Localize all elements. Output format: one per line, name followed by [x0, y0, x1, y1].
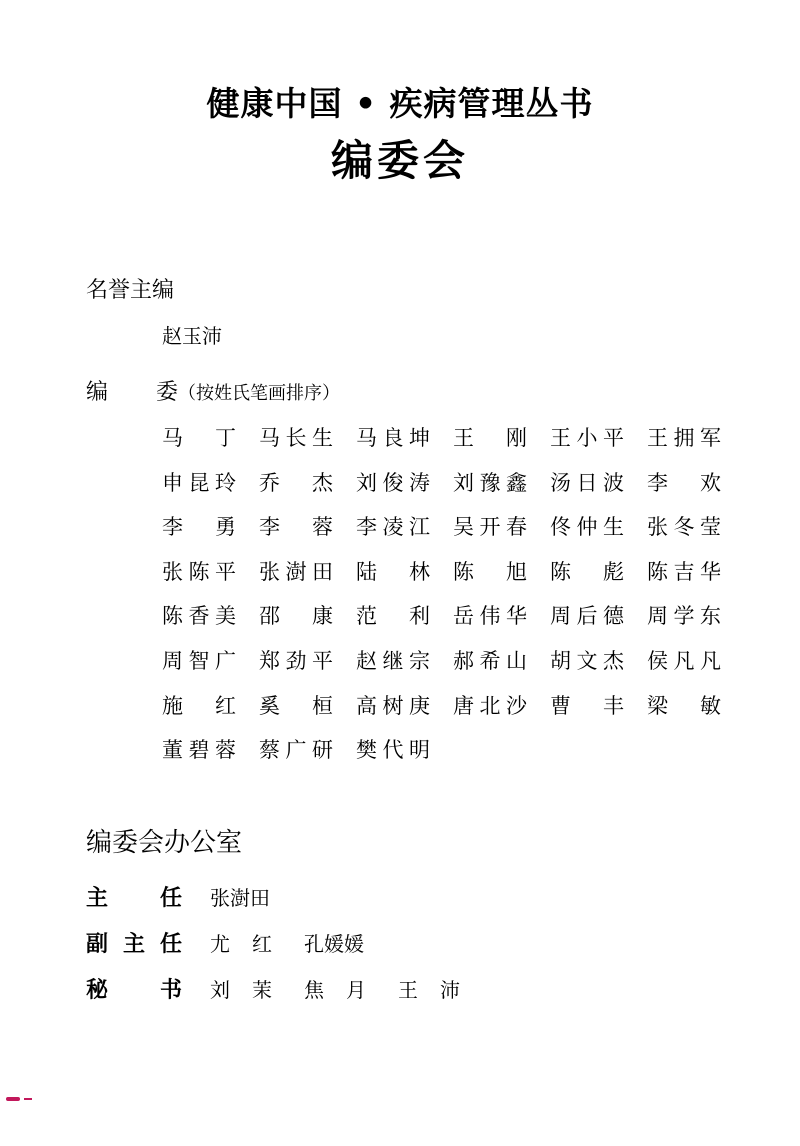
member-name: 奚 桓 [259, 693, 333, 718]
member-name: 马 长 生 [259, 426, 333, 450]
member-name: 李 蓉 [259, 515, 333, 540]
member-name: 周 学 东 [647, 604, 721, 629]
member-name: 董 碧 蓉 [162, 738, 236, 763]
member-name: 王 刚 [453, 426, 527, 450]
member-name: 赵 继 宗 [356, 648, 430, 673]
member-name: 张 冬 莹 [647, 515, 721, 540]
series-title: 健康中国 • 疾病管理丛书 [206, 84, 594, 123]
member-name: 蔡 广 研 [259, 738, 333, 763]
office-role-label: 副 主 任 [86, 931, 182, 957]
member-name: 马 良 坤 [356, 426, 430, 450]
member-name: 吴 开 春 [453, 515, 527, 540]
member-name: 唐 北 沙 [453, 693, 527, 718]
member-name: 陈 彪 [550, 559, 624, 584]
member-name: 陆 林 [356, 559, 430, 584]
member-name: 岳 伟 华 [453, 604, 527, 629]
member-name: 郑 劲 平 [259, 648, 333, 673]
members-sort-note: （按姓氏笔画排序） [178, 383, 341, 404]
member-name: 张 陈 平 [162, 559, 236, 584]
member-name: 汤 日 波 [550, 470, 624, 495]
members-list [162, 422, 732, 779]
member-name: 王 小 平 [550, 426, 624, 450]
member-name: 范 利 [356, 604, 430, 629]
office-role-label: 主 任 [86, 885, 182, 911]
office-role-names [210, 882, 302, 911]
office-person-name: 尤 红 [210, 931, 272, 956]
honorary-editor-heading: 名誉主编 [86, 278, 175, 303]
member-name: 马 丁 [162, 426, 236, 450]
member-name: 乔 杰 [259, 470, 333, 495]
member-name: 刘 豫 鑫 [453, 470, 527, 495]
member-name: 侯 凡 凡 [647, 648, 721, 673]
member-name: 曹 丰 [550, 693, 624, 718]
office-role-label: 秘 书 [86, 977, 182, 1003]
office-row-director [86, 880, 302, 912]
member-name: 樊 代 明 [356, 738, 430, 763]
member-name: 刘 俊 涛 [356, 470, 430, 495]
office-person-name: 王 沛 [398, 977, 460, 1002]
office-person-name: 刘 茉 [210, 977, 272, 1002]
footer-mark-dash [24, 1098, 32, 1100]
member-name: 邵 康 [259, 604, 333, 629]
office-role-names [210, 974, 492, 1003]
member-name: 陈 吉 华 [647, 559, 721, 584]
office-row-deputy-director [86, 926, 396, 958]
footer-mark [6, 1097, 20, 1101]
office-role-names [210, 928, 396, 957]
members-heading-second: 委 [156, 380, 179, 405]
member-name: 申 昆 玲 [162, 470, 236, 495]
member-name: 李 勇 [162, 515, 236, 540]
member-name: 张 澍 田 [259, 559, 333, 584]
member-name: 施 红 [162, 693, 236, 718]
office-person-name: 张澍田 [210, 885, 270, 910]
office-person-name: 孔媛媛 [304, 931, 364, 956]
member-name: 胡 文 杰 [550, 648, 624, 673]
member-name: 陈 旭 [453, 559, 527, 584]
member-name: 陈 香 美 [162, 604, 236, 629]
member-name: 王 拥 军 [647, 426, 721, 450]
member-name: 李 凌 江 [356, 515, 430, 540]
office-heading: 编委会办公室 [86, 828, 243, 858]
members-heading [86, 378, 340, 409]
honorary-editor-name: 赵玉沛 [162, 324, 222, 348]
board-title: 编委会 [330, 136, 469, 185]
member-name: 周 后 德 [550, 604, 624, 629]
member-name: 李 欢 [647, 470, 721, 495]
member-name: 梁 敏 [647, 693, 721, 718]
member-name: 郝 希 山 [453, 648, 527, 673]
office-row-secretary [86, 972, 492, 1004]
member-name: 周 智 广 [162, 648, 236, 673]
members-heading-first: 编 [86, 380, 109, 405]
office-person-name: 焦 月 [304, 977, 366, 1002]
member-name: 高 树 庚 [356, 693, 430, 718]
member-name: 佟 仲 生 [550, 515, 624, 540]
